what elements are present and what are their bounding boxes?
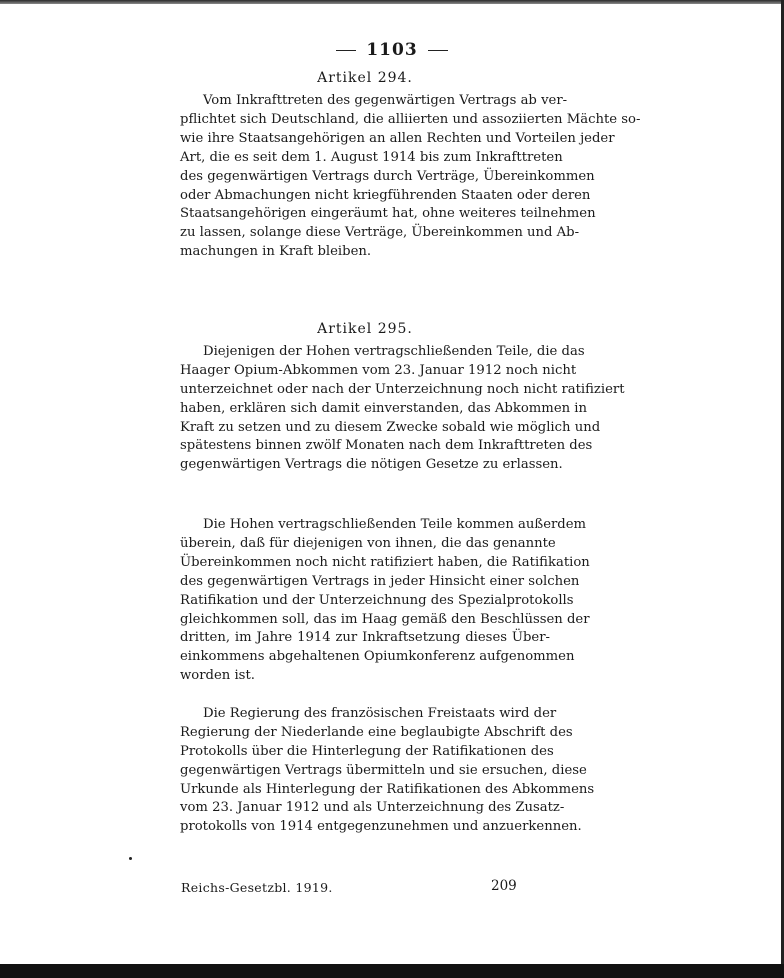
article-295-para1-line: Haager Opium-Abkommen vom 23. Januar 1912 noch nicht: [180, 363, 577, 378]
scan-top-edge: [0, 0, 784, 4]
article-294-line: pflichtet sich Deutschland, die alliierten und assoziierten Mächte so-: [180, 112, 641, 127]
header-dash-right: [428, 50, 448, 51]
article-295-heading: Artikel 295.: [317, 321, 413, 337]
article-295-para3-line: Protokolls über die Hinterlegung der Ratifikationen des: [180, 744, 554, 759]
article-294-line: zu lassen, solange diese Verträge, Übereinkommen und Ab-: [180, 225, 580, 240]
article-295-para3-line: Die Regierung des französischen Freistaats wird der: [203, 706, 557, 721]
article-295-para1-line: Kraft zu setzen und zu diesem Zwecke sobald wie möglich und: [180, 420, 601, 435]
article-294-heading: Artikel 294.: [317, 70, 413, 86]
article-295-para2-line: einkommens abgehaltenen Opiumkonferenz aufgenommen: [180, 649, 575, 664]
footer-page-number: 209: [491, 878, 517, 894]
article-294-line: wie ihre Staatsangehörigen an allen Rechten und Vorteilen jeder: [180, 131, 615, 146]
article-295-para3-line: protokolls von 1914 entgegenzunehmen und anzuerkennen.: [180, 819, 582, 834]
stray-ink-dot: [129, 857, 132, 860]
article-295-para2-line: worden ist.: [180, 668, 255, 683]
article-295-para1-line: Diejenigen der Hohen vertragschließenden Teile, die das: [203, 344, 585, 359]
article-295-para2-line: des gegenwärtigen Vertrags in jeder Hinsicht einer solchen: [180, 574, 580, 589]
article-295-para3-line: vom 23. Januar 1912 und als Unterzeichnung des Zusatz-: [180, 800, 565, 815]
article-295-para1-line: unterzeichnet oder nach der Unterzeichnung noch nicht ratifiziert: [180, 382, 625, 397]
article-295-para2-line: Übereinkommen noch nicht ratifiziert haben, die Ratifikation: [180, 555, 590, 570]
article-294-line: Staatsangehörigen eingeräumt hat, ohne weiteres teilnehmen: [180, 206, 596, 221]
article-295-para3-line: Regierung der Niederlande eine beglaubigte Abschrift des: [180, 725, 573, 740]
article-294-line: oder Abmachungen nicht kriegführenden Staaten oder deren: [180, 188, 591, 203]
article-295-para3-line: gegenwärtigen Vertrags übermitteln und sie ersuchen, diese: [180, 763, 587, 778]
page-number: 1103: [366, 40, 418, 60]
article-295-para1-line: gegenwärtigen Vertrags die nötigen Gesetze zu erlassen.: [180, 457, 563, 472]
header-dash-left: [336, 50, 356, 51]
article-295-para1-line: spätestens binnen zwölf Monaten nach dem Inkrafttreten des: [180, 438, 593, 453]
footer-source: Reichs-Gesetzbl. 1919.: [181, 880, 333, 895]
article-295-para2-line: dritten, im Jahre 1914 zur Inkraftsetzung dieses Über-: [180, 630, 550, 645]
article-294-line: Art, die es seit dem 1. August 1914 bis zum Inkrafttreten: [180, 150, 563, 165]
article-294-line: Vom Inkrafttreten des gegenwärtigen Vertrags ab ver-: [203, 93, 568, 108]
article-294-line: machungen in Kraft bleiben.: [180, 244, 372, 259]
article-295-para2-line: Ratifikation und der Unterzeichnung des Spezialprotokolls: [180, 593, 574, 608]
article-294-line: des gegenwärtigen Vertrags durch Verträge, Übereinkommen: [180, 169, 595, 184]
article-295-para2-line: Die Hohen vertragschließenden Teile kommen außerdem: [203, 517, 587, 532]
page-header: [0, 40, 784, 60]
article-295-para3-line: Urkunde als Hinterlegung der Ratifikationen des Abkommens: [180, 782, 595, 797]
article-295-para2-line: gleichkommen soll, das im Haag gemäß den Beschlüssen der: [180, 612, 590, 627]
article-295-para1-line: haben, erklären sich damit einverstanden, das Abkommen in: [180, 401, 588, 416]
article-295-para2-line: überein, daß für diejenigen von ihnen, die das genannte: [180, 536, 556, 551]
scan-bottom-edge: [0, 964, 784, 978]
